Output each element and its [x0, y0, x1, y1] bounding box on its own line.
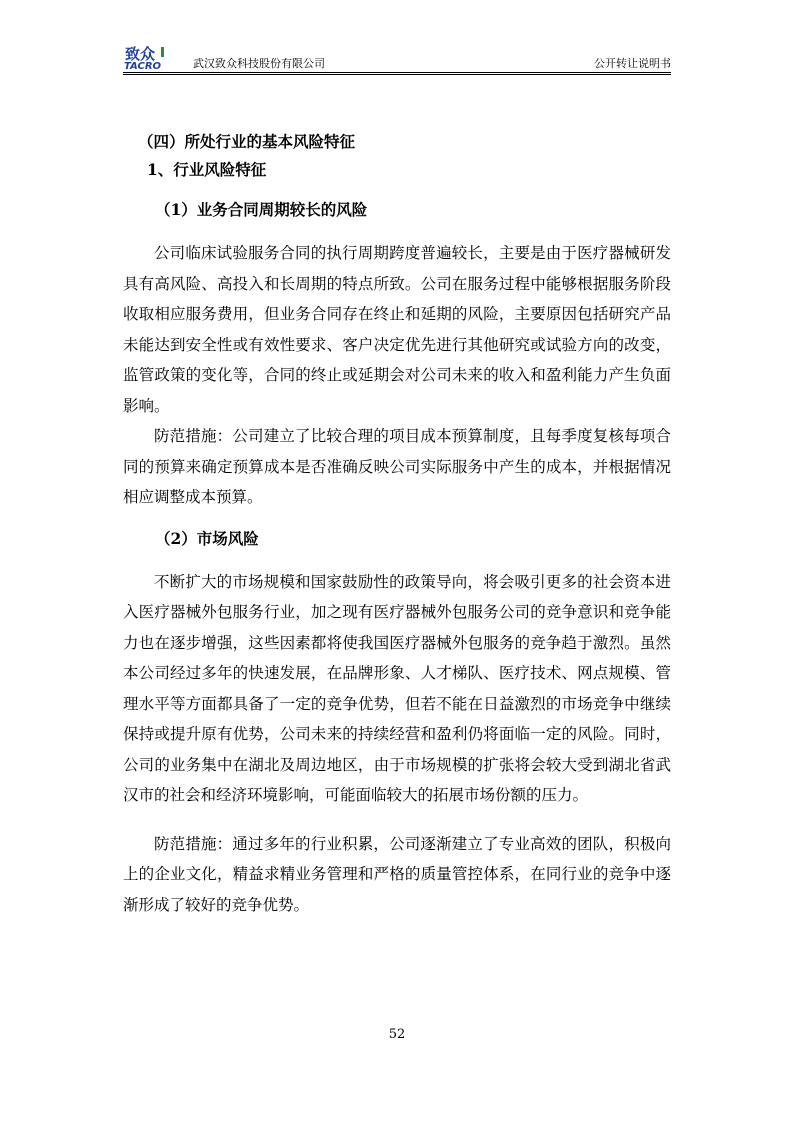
item1-paragraph-2: 防范措施：公司建立了比较合理的项目成本预算制度，且每季度复核每项合同的预算来确定预算成本是否准确反映公司实际服务中产生的成本，并根据情况相应调整成本预算。 [123, 427, 671, 506]
company-logo [123, 44, 185, 70]
logo-chinese: 致众 [125, 45, 156, 63]
subsection-heading: 1、行业风险特征 [147, 160, 267, 179]
document-title: 公开转让说明书 [594, 57, 671, 70]
company-name: 武汉致众科技股份有限公司 [193, 57, 325, 70]
header-rule [123, 72, 671, 75]
page-header [123, 44, 671, 72]
item1-heading: （1）业务合同周期较长的风险 [155, 200, 368, 219]
item2-paragraph-1: 不断扩大的市场规模和国家鼓励性的政策导向，将会吸引更多的社会资本进入医疗器械外包服务行业，加之现有医疗器械外包服务公司的竞争意识和竞争能力也在逐步增强，这些因素都将使我国医疗器械外包服务的竞争趋于激烈。虽然本公司经过多年的快速发展，在品牌形象、人才梯队、医疗技术、网点规模、管理水平等方面都具备了一定的竞争优势，但若不能在日益激烈的市场竞争中继续保持或提升原有优势，公司未来的持续经营和盈利仍将面临一定的风险。同时，公司的业务集中在湖北及周边地区，由于市场规模的扩张将会较大受到湖北省武汉市的社会和经济环境影响，可能面临较大的拓展市场份额的压力。 [123, 572, 671, 804]
item2-paragraph-2: 防范措施：通过多年的行业积累，公司逐渐建立了专业高效的团队，积极向上的企业文化，精益求精业务管理和严格的质量管控体系，在同行业的竞争中逐渐形成了较好的竞争优势。 [123, 834, 671, 914]
page-number: 52 [388, 1027, 406, 1042]
item1-paragraph-1: 公司临床试验服务合同的执行周期跨度普遍较长，主要是由于医疗器械研发具有高风险、高投入和长周期的特点所致。公司在服务过程中能够根据服务阶段收取相应服务费用，但业务合同存在终止和延期的风险，主要原因包括研究产品未能达到安全性或有效性要求、客户决定优先进行其他研究或试验方向的改变，监管政策的变化等，合同的终止或延期会对公司未来的收入和盈利能力产生负面影响。 [123, 244, 671, 415]
section-heading: （四）所处行业的基本风险特征 [138, 132, 356, 151]
page-body [123, 128, 671, 920]
logo-latin: TACRO [124, 61, 162, 70]
item2-heading: （2）市场风险 [155, 528, 259, 548]
